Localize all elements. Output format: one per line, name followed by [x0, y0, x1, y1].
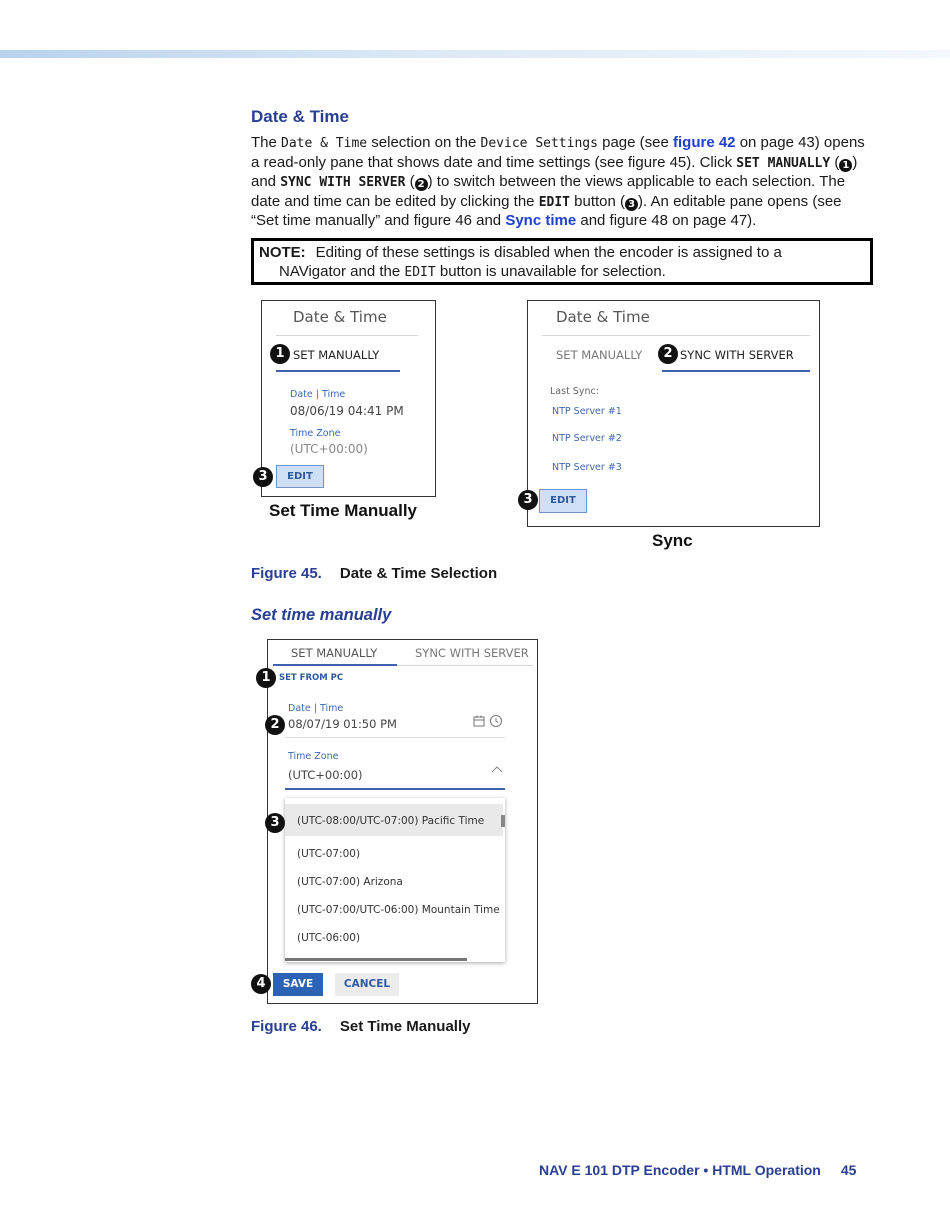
divider — [397, 665, 533, 666]
callout-2-icon: 2 — [658, 344, 678, 364]
option-arizona[interactable]: (UTC-07:00) Arizona — [297, 876, 403, 888]
select-underline — [285, 788, 505, 790]
active-tab-indicator — [273, 664, 397, 666]
pane-title: Date & Time — [293, 308, 387, 326]
callout-3-icon: 3 — [518, 490, 538, 510]
ntp-server-2: NTP Server #2 — [552, 433, 622, 444]
text: ( — [830, 153, 840, 171]
edit-button[interactable]: EDIT — [276, 465, 324, 488]
ntp-server-1: NTP Server #1 — [552, 406, 622, 417]
code-text: Date & Time — [281, 136, 368, 151]
callout-3-icon: 3 — [625, 198, 638, 211]
calendar-icon[interactable] — [473, 715, 485, 727]
tab-set-manually[interactable]: SET MANUALLY — [293, 348, 380, 362]
figure-title: Set Time Manually — [339, 1018, 471, 1035]
text: ) to switch between the views applicable to each selection. The date and time can be edited by clicking the — [251, 173, 846, 210]
option-mountain-time[interactable]: (UTC-07:00/UTC-06:00) Mountain Time — [297, 904, 500, 916]
time-zone-label: Time Zone — [290, 428, 341, 439]
option-pacific-time[interactable]: (UTC-08:00/UTC-07:00) Pacific Time — [297, 815, 485, 827]
date-time-input[interactable]: 08/07/19 01:50 PM — [288, 717, 397, 731]
date-time-value: 08/06/19 04:41 PM — [290, 404, 404, 418]
chevron-up-icon[interactable] — [491, 765, 503, 773]
text: ) and — [251, 153, 858, 191]
ntp-server-3: NTP Server #3 — [552, 462, 622, 473]
figure-45-caption — [251, 565, 497, 582]
horizontal-scrollbar[interactable] — [285, 958, 467, 961]
set-time-manually-caption: Set Time Manually — [269, 501, 418, 520]
figure-number: Figure 45. — [251, 565, 322, 582]
note-text: button is unavailable for selection. — [435, 262, 666, 280]
callout-1-icon: 1 — [270, 344, 290, 364]
callout-1-icon: 1 — [839, 159, 852, 172]
note-box — [251, 238, 873, 285]
header-bar — [0, 50, 950, 58]
edit-button[interactable]: EDIT — [539, 489, 587, 513]
sync-caption: Sync — [652, 531, 693, 550]
time-zone-dropdown — [285, 798, 505, 962]
text: button ( — [570, 192, 626, 210]
divider — [285, 737, 505, 738]
time-zone-select[interactable]: (UTC+00:00) — [288, 768, 363, 782]
divider — [276, 335, 418, 336]
active-tab-indicator — [276, 370, 400, 372]
figure-42-link[interactable]: figure 42 — [673, 134, 736, 151]
figure-46-caption — [251, 1018, 470, 1035]
callout-3-icon: 3 — [265, 813, 285, 833]
section-title: Date & Time — [251, 107, 349, 126]
page-number: 45 — [840, 1162, 857, 1178]
clock-icon[interactable] — [489, 714, 503, 728]
tab-set-manually[interactable]: SET MANUALLY — [291, 646, 378, 660]
option-utc-07[interactable]: (UTC-07:00) — [297, 848, 361, 860]
text: ( — [405, 173, 415, 191]
sync-pane — [527, 300, 820, 527]
set-from-pc-link[interactable]: SET FROM PC — [279, 673, 344, 683]
sync-time-link[interactable]: Sync time — [505, 212, 577, 230]
callout-1-icon: 1 — [256, 668, 276, 688]
date-time-label: Date | Time — [290, 389, 346, 400]
code-text: EDIT — [538, 194, 570, 210]
note-text: Editing of these settings is disabled when the encoder is assigned to a — [315, 244, 782, 261]
last-sync-label: Last Sync: — [550, 386, 599, 397]
note-text: NAVigator and the — [279, 262, 405, 280]
code-text: SYNC WITH SERVER — [280, 175, 406, 191]
text: The — [251, 134, 282, 151]
time-zone-value: (UTC+00:00) — [290, 442, 368, 456]
text: and figure 48 on page 47). — [576, 212, 757, 230]
tab-sync-with-server[interactable]: SYNC WITH SERVER — [680, 348, 794, 362]
code-text: EDIT — [404, 264, 436, 280]
text: selection on the — [367, 134, 481, 151]
date-time-label: Date | Time — [288, 703, 344, 714]
tab-sync-with-server[interactable]: SYNC WITH SERVER — [415, 646, 529, 660]
cancel-button[interactable]: CANCEL — [335, 973, 399, 996]
text: ). An editable pane opens (see “Set time manually” and figure 46 and — [251, 192, 842, 230]
tab-set-manually[interactable]: SET MANUALLY — [556, 348, 643, 362]
figure-title: Date & Time Selection — [339, 565, 498, 582]
divider — [542, 335, 810, 336]
note-label: NOTE: — [259, 244, 306, 261]
code-text: SET MANUALLY — [736, 155, 831, 171]
scrollbar-thumb[interactable] — [501, 815, 505, 827]
active-tab-indicator — [662, 370, 810, 372]
text: on page 43) opens a read-only pane that shows date and time settings (see figure 45). Click — [251, 134, 865, 171]
option-utc-06[interactable]: (UTC-06:00) — [297, 932, 361, 944]
subsection-title: Set time manually — [251, 606, 392, 624]
pane-title: Date & Time — [556, 308, 650, 326]
callout-2-icon: 2 — [265, 715, 285, 735]
set-manually-pane — [261, 300, 436, 497]
text: page (see — [597, 134, 673, 151]
callout-3-icon: 3 — [253, 467, 273, 487]
callout-4-icon: 4 — [251, 974, 271, 994]
callout-2-icon: 2 — [415, 178, 428, 191]
set-time-manually-pane — [267, 639, 538, 1004]
intro-paragraph — [251, 134, 871, 231]
figure-number: Figure 46. — [251, 1018, 322, 1035]
time-zone-label: Time Zone — [288, 751, 339, 762]
footer-title: NAV E 101 DTP Encoder • HTML Operation — [539, 1162, 821, 1178]
code-text: Device Settings — [480, 136, 598, 151]
save-button[interactable]: SAVE — [273, 973, 323, 996]
page-footer — [539, 1162, 856, 1178]
